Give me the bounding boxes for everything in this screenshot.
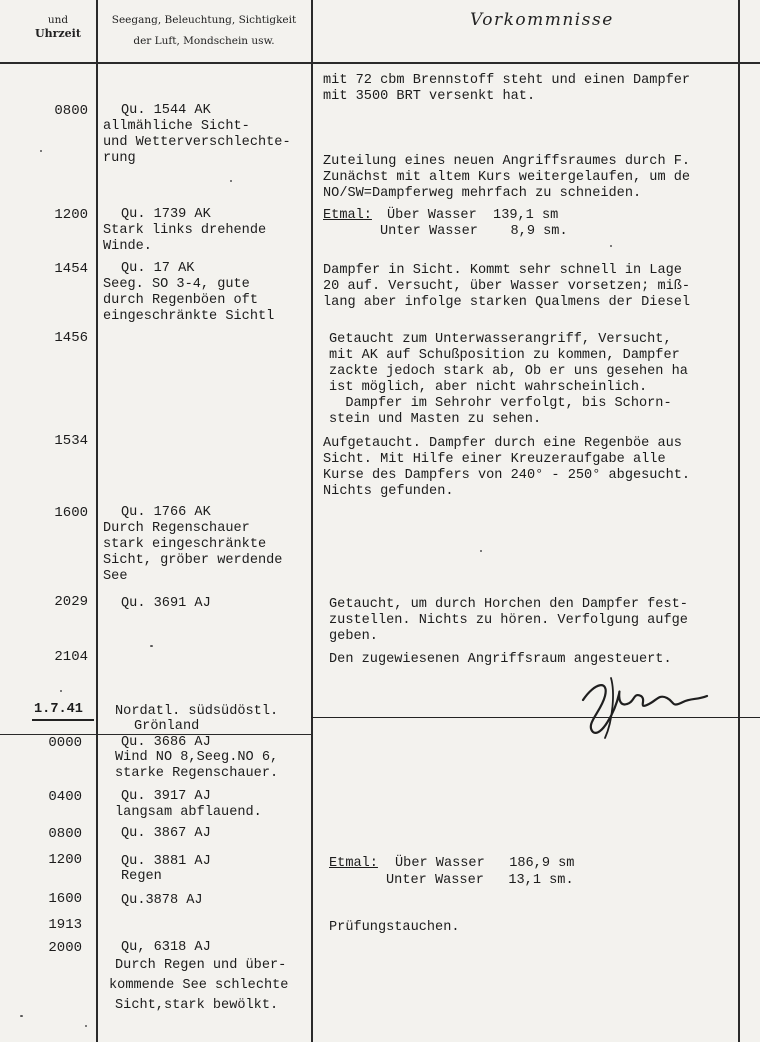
cond-line: und Wetterverschlechte- bbox=[103, 135, 291, 150]
cond-line: stark eingeschränkte bbox=[103, 537, 267, 552]
event-line: Zunächst mit altem Kurs weitergelaufen, um de bbox=[323, 170, 691, 185]
cond-line: Qu, 6318 AJ bbox=[121, 940, 211, 955]
entry-time: 1454 bbox=[54, 261, 88, 277]
entry-time: 1600 bbox=[48, 891, 82, 907]
cond-line: Winde. bbox=[103, 239, 152, 254]
header-col3: Vorkommnisse bbox=[470, 10, 614, 30]
event-line: mit 72 cbm Brennstoff steht und einen Dampfer bbox=[323, 73, 691, 88]
cond-line: Qu. 1544 AK bbox=[121, 103, 211, 118]
cond-line: allmähliche Sicht- bbox=[103, 119, 250, 134]
event-line: Sicht. Mit Hilfe einer Kreuzeraufgabe alle bbox=[323, 452, 666, 467]
event-line: NO/SW=Dampferweg mehrfach zu schneiden. bbox=[323, 186, 642, 201]
cond-line: Qu. 1766 AK bbox=[121, 505, 211, 520]
scan-speck bbox=[610, 245, 612, 247]
location-line: Grönland bbox=[134, 719, 200, 734]
cond-line: Qu. 3686 AJ bbox=[121, 735, 211, 750]
entry-time: 1456 bbox=[54, 330, 88, 346]
event-line: Getaucht zum Unterwasserangriff, Versucht, bbox=[329, 332, 672, 347]
etmal-label: Etmal: bbox=[323, 208, 372, 223]
scan-speck bbox=[85, 1025, 87, 1027]
cond-line: Qu. 3881 AJ bbox=[121, 854, 211, 869]
event-line: Über Wasser 186,9 sm bbox=[395, 856, 575, 871]
cond-line: Qu. 3917 AJ bbox=[121, 789, 211, 804]
entry-time: 0800 bbox=[48, 826, 82, 842]
scan-speck bbox=[40, 150, 42, 152]
cond-line: rung bbox=[103, 151, 136, 166]
cond-line: Seeg. SO 3-4, gute bbox=[103, 277, 250, 292]
scan-speck bbox=[60, 690, 62, 692]
event-line: Kurse des Dampfers von 240° - 250° abgesucht. bbox=[323, 468, 691, 483]
cond-line: kommende See schlechte bbox=[109, 978, 289, 993]
entry-time: 1200 bbox=[48, 852, 82, 868]
event-line: Zuteilung eines neuen Angriffsraumes durch F. bbox=[323, 154, 691, 169]
cond-line: starke Regenschauer. bbox=[115, 766, 279, 781]
cond-line: Regen bbox=[121, 869, 162, 884]
scan-speck bbox=[480, 550, 482, 552]
scan-speck bbox=[20, 1015, 23, 1017]
header-rule bbox=[0, 62, 760, 64]
cond-line: Durch Regenschauer bbox=[103, 521, 250, 536]
cond-line: durch Regenböen oft bbox=[103, 293, 258, 308]
event-line: mit AK auf Schußposition zu kommen, Dampfer bbox=[329, 348, 680, 363]
entry-time: 0800 bbox=[54, 103, 88, 119]
header-col1: und Uhrzeit bbox=[35, 14, 81, 40]
entry-time: 2104 bbox=[54, 649, 88, 665]
cond-line: Qu. 3867 AJ bbox=[121, 826, 211, 841]
event-line: ist möglich, aber nicht wahrscheinlich. bbox=[329, 380, 648, 395]
cond-line: Durch Regen und über- bbox=[115, 958, 287, 973]
entry-time: 1600 bbox=[54, 505, 88, 521]
event-line: geben. bbox=[329, 629, 378, 644]
date-rule bbox=[311, 717, 760, 718]
entry-time: 1200 bbox=[54, 207, 88, 223]
cond-line: Qu. 1739 AK bbox=[121, 207, 211, 222]
entry-time: 0400 bbox=[48, 789, 82, 805]
event-line: Den zugewiesenen Angriffsraum angesteuert. bbox=[329, 652, 672, 667]
event-line: Getaucht, um durch Horchen den Dampfer fest- bbox=[329, 597, 688, 612]
event-line: stein und Masten zu sehen. bbox=[329, 412, 542, 427]
entry-time: 1913 bbox=[48, 917, 82, 933]
event-line: zustellen. Nichts zu hören. Verfolgung aufge bbox=[329, 613, 688, 628]
cond-line: Wind NO 8,Seeg.NO 6, bbox=[115, 750, 279, 765]
event-line: Über Wasser 139,1 sm bbox=[387, 208, 559, 223]
cond-line: See bbox=[103, 569, 128, 584]
scan-speck bbox=[150, 645, 153, 647]
column-rule-left bbox=[96, 0, 98, 1042]
etmal-label: Etmal: bbox=[329, 856, 378, 871]
column-rule-middle bbox=[311, 0, 313, 1042]
entry-time: 0000 bbox=[48, 735, 82, 751]
cond-line: Qu.3878 AJ bbox=[121, 893, 203, 908]
event-line: Dampfer in Sicht. Kommt sehr schnell in Lage bbox=[323, 263, 682, 278]
date-label: 1.7.41 bbox=[34, 702, 83, 717]
cond-line: Qu. 17 AK bbox=[121, 261, 195, 276]
date-underline bbox=[32, 719, 94, 721]
header-col2: Seegang, Beleuchtung, Sichtigkeit der Luft, Mondschein usw. bbox=[111, 14, 297, 47]
event-line: lang aber infolge starken Qualmens der Diesel bbox=[323, 295, 691, 310]
event-line: Unter Wasser 8,9 sm. bbox=[380, 224, 568, 239]
event-line: zackte jedoch stark ab, Ob er uns gesehen ha bbox=[329, 364, 688, 379]
scan-speck bbox=[230, 180, 232, 182]
entry-time: 2000 bbox=[48, 940, 82, 956]
event-line: Unter Wasser 13,1 sm. bbox=[386, 873, 574, 888]
cond-line: Sicht, gröber werdende bbox=[103, 553, 283, 568]
entry-time: 1534 bbox=[54, 433, 88, 449]
event-line: mit 3500 BRT versenkt hat. bbox=[323, 89, 536, 104]
cond-line: langsam abflauend. bbox=[115, 805, 262, 820]
event-line: Nichts gefunden. bbox=[323, 484, 454, 499]
cond-line: eingeschränkte Sichtl bbox=[103, 309, 275, 324]
cond-line: Stark links drehende bbox=[103, 223, 267, 238]
event-line: Aufgetaucht. Dampfer durch eine Regenböe aus bbox=[323, 436, 682, 451]
event-line: 20 auf. Versucht, über Wasser vorsetzen; miß- bbox=[323, 279, 691, 294]
column-rule-right bbox=[738, 0, 740, 1042]
location-line: Nordatl. südsüdöstl. bbox=[115, 704, 279, 719]
cond-line: Sicht,stark bewölkt. bbox=[115, 998, 279, 1013]
cond-line: Qu. 3691 AJ bbox=[121, 596, 211, 611]
event-line: Prüfungstauchen. bbox=[329, 920, 460, 935]
entry-time: 2029 bbox=[54, 594, 88, 610]
signature bbox=[575, 672, 725, 742]
event-line: Dampfer im Sehrohr verfolgt, bis Schorn- bbox=[329, 396, 672, 411]
